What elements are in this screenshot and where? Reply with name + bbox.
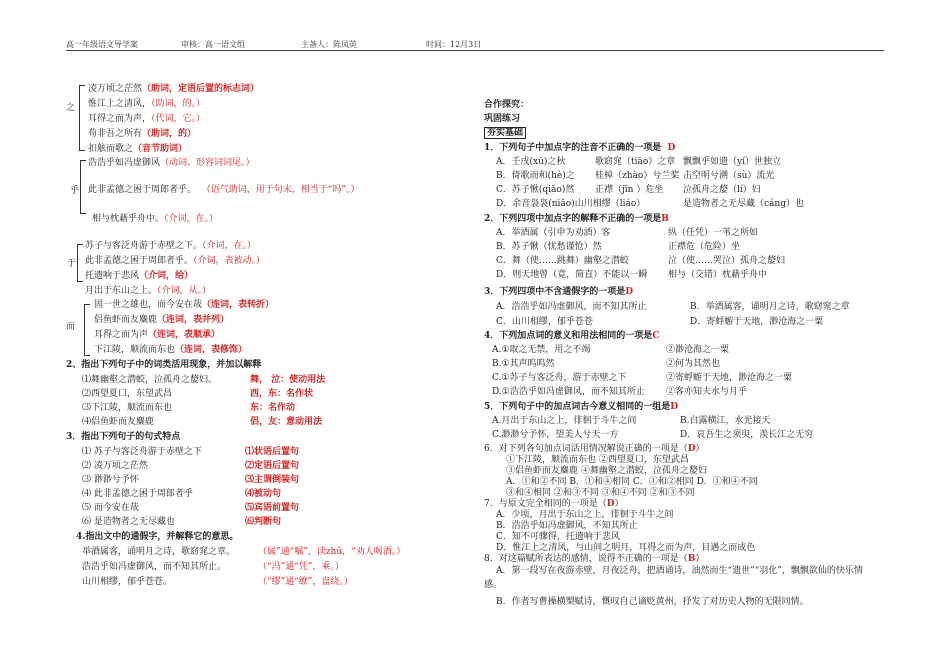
group-char-zhi: 之	[66, 103, 76, 113]
option: ②寄蜉蝣于天地，渺沧海之一粟	[666, 373, 793, 383]
option: ②何为其然也	[666, 359, 721, 369]
hu-row: 浩浩乎如冯虚御风（动词、形容词词尾。）	[88, 158, 255, 168]
option: B.①其声呜呜然	[492, 359, 555, 369]
section-heading: 合作探究：	[484, 100, 530, 110]
left-q3-title: 3．指出下列句子的句式特点	[66, 432, 181, 442]
left-q4-item: 山川相缪，郁乎苍苍。	[82, 577, 173, 587]
option: C.渺渺兮予怀，望美人兮天一方	[492, 430, 619, 440]
right-q8-title: 8．对这篇赋所表达的感情，说得不正确的一项是（B）	[484, 554, 705, 564]
option: A．少顷，月出于东山之上，徘徊于斗牛之间	[496, 510, 674, 520]
option: 是造物者之无尽藏（cáng）也	[683, 199, 804, 209]
option: D．余音袅袅(niǎo)山川相缪（liáo）	[496, 199, 646, 209]
er-row: 耳得之而为声（连词，表顺承）	[94, 330, 221, 340]
option: C．苏子愀(qiǎo)然	[496, 185, 575, 195]
brace-hu	[80, 160, 86, 214]
left-q3-answer: ⑷被动句	[245, 489, 282, 499]
left-q2-answer: 舞， 泣：使动用法	[250, 375, 326, 385]
header-author: 主备人：陈凤英	[301, 40, 357, 49]
option: A．举酒属（引申为劝酒）客	[496, 228, 611, 238]
option: B．苏子愀（忧愁谨怆）然	[496, 242, 602, 252]
left-q2-item: ⑶下江陵，顺流而东也	[82, 403, 173, 413]
left-q4-answer: （“冯”通“凭”，乘。）	[258, 562, 344, 572]
zhi-row: 耳得之而为声，（代词，它。）	[88, 114, 206, 124]
hu-row: 此非孟德之困于周郎者乎。 （语气助词，用于句末，相当于“吗”。）	[88, 185, 360, 195]
option: A．浩浩乎如冯虚御风，而不知其所止	[496, 302, 647, 312]
option: 桂棹（zhào）兮兰桨	[595, 171, 680, 181]
left-q3-answer: ⑴状语后置句	[245, 447, 300, 457]
left-q3-item: ⑷ 此非孟德之困于周郎者乎	[82, 489, 193, 499]
left-q4-item: 举酒属客，诵明月之诗，歌窈窕之章。	[82, 547, 236, 557]
left-q3-item: ⑸ 而今安在哉	[82, 503, 139, 513]
option: B．作者写曹操横槊赋诗，慨叹自己谪贬黄州，抒发了对历史人物的无限同情。	[496, 597, 809, 607]
header-reviewer: 审核：高一语文组	[181, 40, 245, 49]
right-q6-title: 6．对下列各句加点词活用情况解说正确的一项是（D）	[484, 444, 705, 454]
brace-er	[84, 304, 90, 356]
zhi-row: 惟江上之清风，（助词，的。）	[88, 99, 206, 109]
left-q3-answer: ⑶主谓倒装句	[245, 475, 300, 485]
group-char-yu: 于	[67, 259, 77, 269]
left-q3-item: ⑶ 渺渺兮予怀	[82, 475, 139, 485]
hu-row: 相与枕藉乎舟中。（介词，在。）	[92, 214, 219, 224]
right-q3-title: 3．下列四项中不含通假字的一项是D	[484, 287, 634, 297]
er-row: 侣鱼虾而友麋鹿（连词，表并列）	[94, 315, 230, 325]
option: 纵（任凭）一苇之所如	[668, 228, 759, 238]
left-q2-answer: 侣，友：意动用法	[250, 417, 323, 427]
left-q2-item: ⑷侣鱼虾而友麋鹿	[82, 417, 155, 427]
option: ②客亦知夫水与月乎	[666, 387, 748, 397]
zhi-row: 凌万顷之茫然（助词，定语后置的标志词）	[88, 84, 260, 94]
option: ①下江陵，顺流而东也 ②西望夏口，东望武昌	[506, 455, 689, 465]
header-date: 时间：12月3日	[426, 40, 482, 49]
option: A．第一段写在夜游赤壁，月夜泛舟，把酒诵诗，油然而生“遗世”“羽化”，飘飘欲仙的快乐情	[496, 566, 863, 576]
option: B．倚歌而和(hè)之	[496, 171, 575, 181]
zhi-row: 扣舷而歌之（音节助词）	[88, 144, 188, 154]
option: 飘飘乎如遗（yí）世独立	[683, 157, 781, 167]
option: A．①和②不同 B．①和④相同 C．①和②相同 D．①和④不同	[506, 477, 758, 487]
brace-yu	[77, 244, 83, 282]
option: C．知不可骤得，托遗响于悲风	[496, 532, 620, 542]
left-q3-item: ⑵ 凌万顷之茫然	[82, 461, 148, 471]
right-q4-title: 4．下列加点词的意义和用法相同的一项是C	[484, 331, 660, 341]
option: D．哀吾生之须臾，羡长江之无穷	[680, 430, 814, 440]
option: 泣孤舟之嫠（lí）妇	[683, 185, 761, 195]
left-q4-title: 4.指出文中的通假字，并解释它的意思。	[76, 532, 239, 542]
option: A．壬戌(xū)之秋	[496, 157, 566, 167]
option: 泣（使……哭泣）孤舟之嫠妇	[668, 256, 786, 266]
option: 歌窈窕（tiāo）之章	[595, 157, 676, 167]
option: C．山川相缪，郁乎苍苍	[496, 317, 593, 327]
left-q2-answer: 西，东：名作状	[250, 389, 314, 399]
header-subject: 高一年级语文导学案	[66, 40, 138, 49]
option: 正襟危（危险）坐	[668, 242, 741, 252]
group-char-hu: 乎	[70, 186, 80, 196]
right-q2-title: 2．下列四项中加点字的解释不正确的一项是B	[484, 214, 669, 224]
right-q1-title: 1．下列句子中加点字的注音不正确的一项是 D	[484, 143, 676, 153]
yu-row: 苏子与客泛舟游于赤壁之下。（介词，在。）	[85, 241, 257, 251]
yu-row: 托遗响于悲风（介词，给）	[85, 271, 194, 281]
left-q3-item: ⑴ 苏子与客泛舟游于赤壁之下	[82, 447, 202, 457]
option: C.①苏子与客泛舟，游于赤壁之下	[492, 373, 627, 383]
er-row: 固一世之雄也，而今安在哉（连词，表转折）	[94, 300, 275, 310]
option: 正襟（jīn ）危坐	[595, 185, 664, 195]
section-heading: 巩固练习	[484, 114, 521, 124]
left-q2-item: ⑵西望夏口，东望武昌	[82, 389, 173, 399]
option: D．则天地曾（竟，简直）不能以一瞬	[496, 270, 648, 280]
option: ②渺沧海之一粟	[666, 345, 730, 355]
left-q2-item: ⑴舞幽壑之潜蛟，泣孤舟之嫠妇。	[82, 375, 218, 385]
option: B．浩浩乎如冯虚御风，不知其所止	[496, 521, 638, 531]
option: ③侣鱼虾而友麋鹿 ④舞幽壑之潜蛟，泣孤舟之嫠妇	[506, 466, 707, 476]
option: D.①浩浩乎如冯虚御风，而不知其所止	[492, 387, 645, 397]
option: C．舞（使……跳舞）幽壑之潜蛟	[496, 256, 629, 266]
option: B．举酒属客，诵明月之诗，歌窈窕之章	[690, 302, 850, 312]
option: 感。	[484, 580, 503, 590]
right-q7-title: 7．与原文完全相同的一项是（D）	[484, 499, 624, 509]
left-q3-answer: ⑹判断句	[245, 517, 282, 527]
option: D．惟江上之清风，与山间之明月，耳得之而为声，目遇之而成色	[496, 543, 756, 553]
option: D．寄蜉蝣于天地，渺沧海之一粟	[690, 317, 824, 327]
option: A.①取之无禁，用之不竭	[492, 345, 591, 355]
left-q2-answer: 东：名作动	[250, 403, 296, 413]
brace-zhi	[79, 85, 85, 151]
right-q5-title: 5．下列句子中的加点词古今意义相同的一组是D	[484, 402, 679, 412]
er-row: 下江陵，顺流而东也（连词，表修饰）	[94, 345, 248, 355]
option: ③和④相同 ②和③不同 ③和④不同 ②和③不同	[506, 488, 695, 498]
option: 相与（交错）枕藉乎舟中	[668, 270, 768, 280]
section-label-box: 夯实基础	[484, 128, 526, 139]
group-char-er: 而	[66, 322, 76, 332]
yu-row: 此非孟德之困于周郎者乎。（介词，表被动。）	[85, 256, 266, 266]
option: A.月出于东山之上，徘徊于斗牛之间	[492, 416, 637, 426]
left-q4-answer: （“缪”通“缭”，盘绕。）	[258, 577, 353, 587]
zhi-row: 苟非吾之所有（助词，的）	[88, 129, 197, 139]
left-q3-answer: ⑵定语后置句	[245, 461, 300, 471]
left-q4-answer: （属”通“嘱”，读zhǔ，“劝人喝酒。）	[258, 547, 406, 557]
yu-row: 月出于东山之上。（介词，从。）	[85, 286, 212, 296]
option: 击空明兮溯（sù）流光	[683, 171, 775, 181]
left-q3-item: ⑹ 是造物者之无尽藏也	[82, 517, 175, 527]
left-q3-answer: ⑸宾语前置句	[245, 503, 300, 513]
left-q2-title: 2、指出下列句子中的词类活用现象，并加以解释	[66, 360, 262, 370]
page-header	[66, 39, 884, 51]
left-q4-item: 浩浩乎如冯虚御风，而不知其所止。	[82, 562, 227, 572]
option: B.白露横江，水光接天	[680, 416, 771, 426]
